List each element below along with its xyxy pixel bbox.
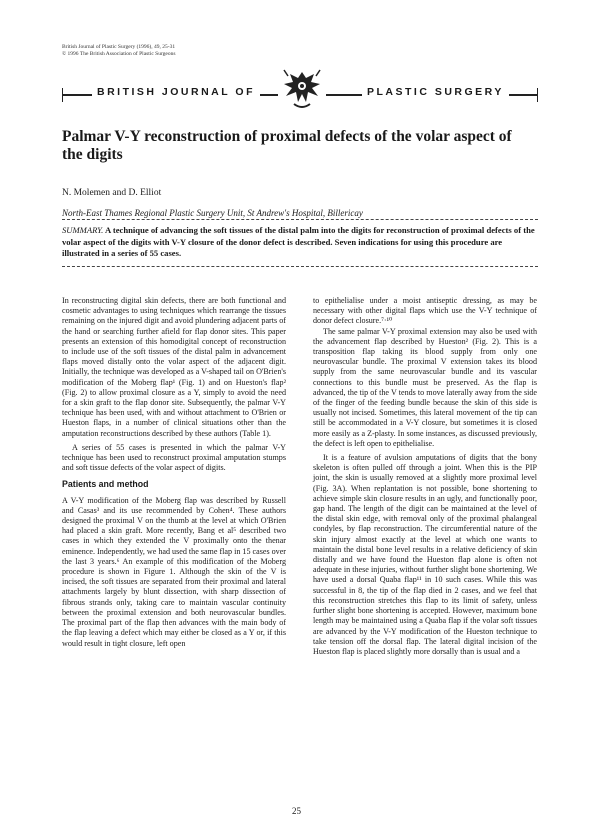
summary-block: [62, 225, 538, 260]
article-title: Palmar V-Y reconstruction of proximal defects of the volar aspect of the digits: [62, 128, 512, 163]
left-paragraph-2: A series of 55 cases is presented in which the palmar V-Y technique has been used to reconstruct proximal amputation stumps and soft tissue defects of the volar aspect of digits.: [62, 442, 286, 473]
citation-line-1: British Journal of Plastic Surgery (1996), 49, 25-31: [62, 44, 176, 50]
citation-line-2: © 1996 The British Association of Plastic Surgeons: [62, 51, 176, 57]
journal-banner: [62, 80, 538, 110]
left-column: [62, 296, 286, 649]
banner-left-tick: [62, 88, 63, 102]
section-heading: Patients and method: [62, 479, 149, 490]
summary-label: SUMMARY.: [62, 225, 104, 235]
right-paragraph-1: to epithelialise under a moist antiseptic dressing, as may be necessary with other digital flaps which use the V-Y technique of donor defect closure.⁷·¹⁰: [313, 296, 537, 326]
right-column: [313, 296, 537, 657]
left-paragraph-1: In reconstructing digital skin defects, there are both functional and cosmetic advantages to using techniques which rearrange the tissues remaining on the injured digit and avoid plundering adjacent parts of the hand or searching further afield for flap donor sites. This paper presents an extension of this homodigital concept of reconstruction to include use of the soft tissues of the distal palm in advancement flaps moved distally onto the volar aspect of the adjacent digit. Initially, the technique was developed as a V-shaped tail on O'Brien's modification of the Moberg flap¹ (Fig. 1) and on Hueston's flap² (Fig. 2) to allow proximal closure as a Y, simply to avoid the need for a skin graft to the flap donor site. Subsequently, the palmar V-Y technique has been used, with and without attachment to O'Brien or Hueston flaps, in a number of clinical situations other than the amputation reconstructions described by these authors (Table 1).: [62, 296, 286, 438]
summary-text: A technique of advancing the soft tissues of the distal palm into the digits for reconstruction of proximal defects of the volar aspect of the digits with V-Y closure of the donor defect is described. Seven indications for using this procedure are illustrated in a series of 55 cases.: [62, 225, 535, 258]
page-number: 25: [292, 806, 301, 816]
left-paragraph-3: A V-Y modification of the Moberg flap was described by Russell and Casas³ and its use recommended by Cohen⁴. These authors designed the proximal V on the thumb at the level at which O'Brien had placed a skin graft. More recently, Bang et al⁵ described two cases in which they extended the V proximally onto the thenar eminence. Independently, we had used the same flap in 15 cases over the last 3 years.⁶ An example of this modification of the Moberg procedure is shown in Figure 1. Although the skin of the V is incised, the soft tissues are separated from their proximal and lateral attachments largely by blunt dissection, with sharp dissection of fibrous strands only, taking care to maintain vascular continuity between the proximal extension and both neurovascular bundles. The proximal part of the flap then advances with the main body of the flap leaving a defect which may either be closed as a Y or, if this would result in tight closure, left open: [62, 495, 286, 648]
summary-bottom-rule: [62, 266, 538, 267]
right-paragraph-2: The same palmar V-Y proximal extension may also be used with the advancement flap described by Hueston² (Fig. 2). This is a transposition flap taking its blood supply from only one neurovascular bundle. The proximal V extension takes its blood supply from the same neurovascular bundle and its vascular connections to this bundle must be preserved. As the flap is advanced, the tip of the V tends to move laterally away from the side of the finger of the feeding bundle because the skin of this side is usually not incised. Sometimes, this lateral movement of the tip can still be accommodated in a V-Y closure, but sometimes it is closed more easily as a Z-plasty. In some instances, as discussed previously, the defect is left open to epithelialise.: [313, 326, 537, 448]
journal-crest-icon: [278, 66, 326, 112]
right-paragraph-3: It is a feature of avulsion amputations of digits that the bony skeleton is often pulled off through a joint. When this is the PIP joint, the skin is usually removed at a slightly more proximal level (Fig. 3A). When replantation is not possible, bone shortening to achieve simple skin closure results in an ugly, and functionally poor, gap hand. The length of the digit can be maintained at the level of the distal skin edge, with removal only of the proximal phalangeal condyles, by flap reconstruction. The circumferential nature of the skin injury almost exactly at the level at which one wants to maintain the distal bone level results in a relative deficiency of skin distally and we have found the Hueston flap alone is often not adequate in these injuries, without further slight bone shortening. We have used a dorsal Quaba flap¹¹ in 10 such cases. While this was successful in 8, the tip of the flap died in 2 cases, and we feel that this reconstruction stretches this flap to its limit of safety, unless further slight bone shortening is accepted. However, maximum bone length may be maintained using a Quaba flap if the volar soft tissues are advanced by the V-Y modification of the Hueston technique to take tension off the dorsal flap. The lateral digital incision of the Hueston flap is placed slightly more dorsally than is usual and a: [313, 453, 537, 656]
banner-right-tick: [537, 88, 538, 102]
citation-block: [62, 44, 176, 58]
article-affiliation: North-East Thames Regional Plastic Surgery Unit, St Andrew's Hospital, Billericay: [62, 208, 363, 218]
summary-top-rule: [62, 219, 538, 220]
journal-name-left: BRITISH JOURNAL OF: [92, 86, 260, 98]
journal-name-right: PLASTIC SURGERY: [362, 86, 509, 98]
article-authors: N. Molemen and D. Elliot: [62, 188, 162, 198]
